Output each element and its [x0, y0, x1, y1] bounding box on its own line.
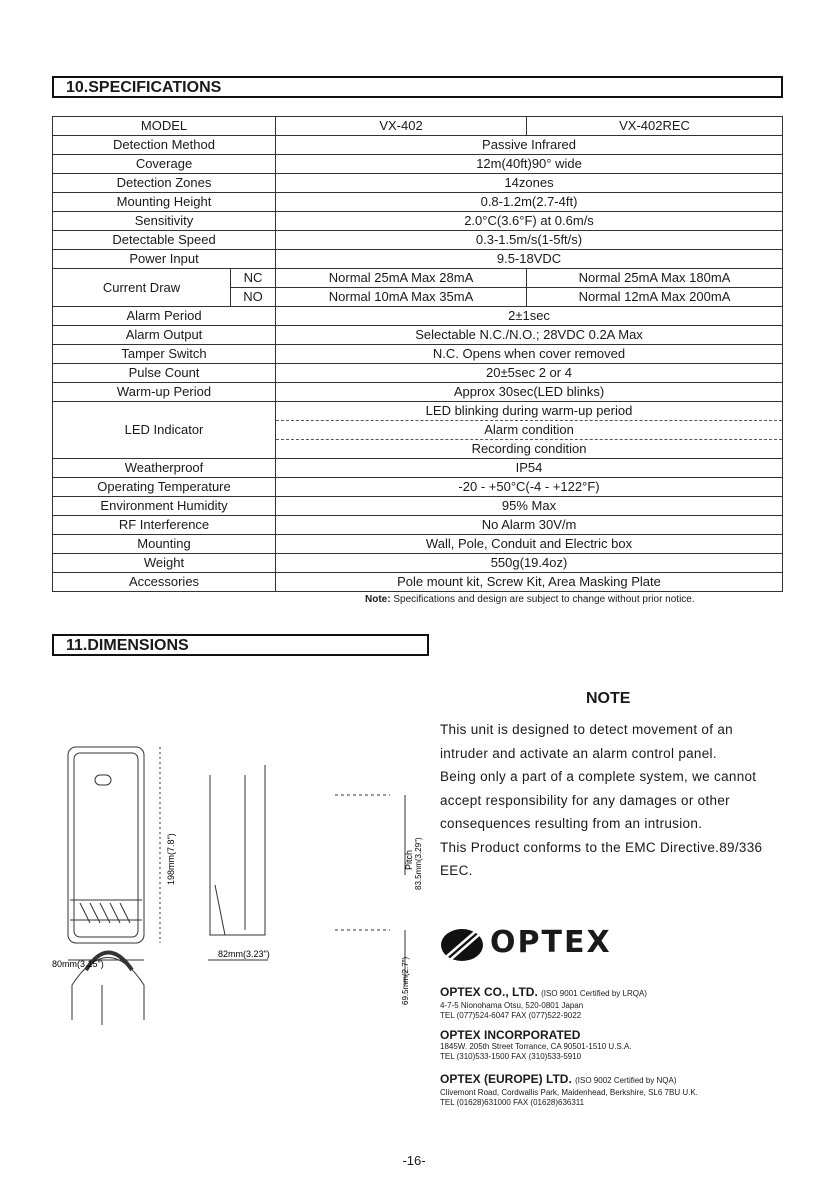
row-value: 95% Max [276, 497, 783, 516]
row-label: Alarm Period [53, 307, 276, 326]
note-title: NOTE [586, 690, 631, 707]
company-address: 4-7-5 Nionohama Otsu, 520-0801 Japan [440, 1001, 584, 1010]
row-value: 550g(19.4oz) [276, 554, 783, 573]
row-label: Weatherproof [53, 459, 276, 478]
row-label: Mounting Height [53, 193, 276, 212]
table-row [53, 117, 783, 136]
row-value: No Alarm 30V/m [276, 516, 783, 535]
no-value-a: Normal 10mA Max 35mA [276, 288, 527, 307]
table-row [53, 193, 783, 212]
note-paragraph: This Product conforms to the EMC Directive.89/336 EEC. [440, 839, 763, 878]
row-label: Power Input [53, 250, 276, 269]
table-row [53, 155, 783, 174]
row-value: 9.5-18VDC [276, 250, 783, 269]
nc-value-a: Normal 25mA Max 28mA [276, 269, 527, 288]
table-row [53, 516, 783, 535]
note-paragraph: Being only a part of a complete system, we cannot accept responsibility for any damages or other consequences resulting from an intrusion. [440, 769, 757, 831]
row-value: 0.3-1.5m/s(1-5ft/s) [276, 231, 783, 250]
company-cert: (ISO 9001 Certified by LRQA) [541, 989, 647, 998]
row-label: RF Interference [53, 516, 276, 535]
optex-logo [440, 925, 660, 965]
row-label: Detection Method [53, 136, 276, 155]
row-value: 2±1sec [276, 307, 783, 326]
table-row [53, 364, 783, 383]
current-draw-label: Current Draw [53, 269, 231, 307]
row-value: 12m(40ft)90° wide [276, 155, 783, 174]
row-value: Approx 30sec(LED blinks) [276, 383, 783, 402]
led-indicator-label: LED Indicator [53, 402, 276, 459]
row-label: Warm-up Period [53, 383, 276, 402]
side-view-body [210, 765, 265, 935]
company-phone: TEL (310)533-1500 FAX (310)533-5910 [440, 1052, 582, 1061]
table-row [53, 326, 783, 345]
row-value: N.C. Opens when cover removed [276, 345, 783, 364]
logo-text: OPTEX [490, 925, 612, 960]
table-row [53, 402, 783, 459]
row-label: Coverage [53, 155, 276, 174]
table-row [53, 307, 783, 326]
row-value: 20±5sec 2 or 4 [276, 364, 783, 383]
row-label: Tamper Switch [53, 345, 276, 364]
row-value: -20 - +50°C(-4 - +122°F) [276, 478, 783, 497]
table-row [53, 478, 783, 497]
company-address: Clivemont Road, Cordwallis Park, Maidenhead, Berkshire, SL6 7BU U.K. [440, 1088, 698, 1097]
logo-mark-icon [440, 927, 484, 963]
table-row [53, 345, 783, 364]
model-label: MODEL [53, 117, 276, 136]
width-dimension: 80mm(3.15") [52, 959, 104, 969]
no-label: NO [231, 288, 276, 307]
row-label: Detection Zones [53, 174, 276, 193]
table-row [53, 269, 783, 288]
company-name: OPTEX (EUROPE) LTD. [440, 1072, 572, 1086]
company-block [440, 985, 647, 1021]
row-label: Weight [53, 554, 276, 573]
table-row [53, 383, 783, 402]
page-number: -16- [402, 1153, 426, 1168]
spec-note-text: Specifications and design are subject to change without prior notice. [393, 594, 695, 605]
table-row [53, 212, 783, 231]
row-value: Wall, Pole, Conduit and Electric box [276, 535, 783, 554]
row-label: Sensitivity [53, 212, 276, 231]
company-name: OPTEX INCORPORATED [440, 1028, 581, 1042]
pitch-dimension: 83.5mm(3.29") [414, 837, 423, 890]
company-block [440, 1028, 632, 1062]
no-value-b: Normal 12mA Max 200mA [527, 288, 783, 307]
led-value-1: LED blinking during warm-up period [276, 402, 782, 421]
spec-note [365, 594, 695, 605]
model-b: VX-402REC [527, 117, 783, 136]
company-name: OPTEX CO., LTD. [440, 985, 538, 999]
table-row [53, 136, 783, 155]
row-value: 2.0°C(3.6°F) at 0.6m/s [276, 212, 783, 231]
table-row [53, 554, 783, 573]
row-label: Pulse Count [53, 364, 276, 383]
pitch-label: Pitch [404, 849, 414, 870]
table-row [53, 497, 783, 516]
depth-dimension: 82mm(3.23") [218, 949, 270, 959]
table-row [53, 535, 783, 554]
specifications-table [52, 116, 783, 592]
led-value-3: Recording condition [471, 441, 587, 456]
specifications-header [52, 76, 783, 98]
specifications-title: 10.SPECIFICATIONS [66, 79, 222, 96]
row-label: Alarm Output [53, 326, 276, 345]
front-view-body [68, 747, 144, 943]
note-paragraph: This unit is designed to detect movement of an intruder and activate an alarm control panel. [440, 722, 733, 761]
height-dimension: 198mm(7.8") [166, 833, 176, 885]
table-row [53, 459, 783, 478]
row-value: Passive Infrared [276, 136, 783, 155]
row-label: Mounting [53, 535, 276, 554]
table-row [53, 174, 783, 193]
company-cert: (ISO 9002 Certified by NQA) [575, 1076, 677, 1085]
led-value-2: Alarm condition [276, 421, 782, 440]
table-row [53, 573, 783, 592]
company-phone: TEL (077)524-6047 FAX (077)522-9022 [440, 1011, 582, 1020]
table-row [53, 231, 783, 250]
row-label: Accessories [53, 573, 276, 592]
company-address: 1845W. 205th Street Torrance, CA 90501-1510 U.S.A. [440, 1042, 632, 1051]
note-body [440, 718, 785, 883]
row-value: 14zones [276, 174, 783, 193]
nc-label: NC [231, 269, 276, 288]
row-value: IP54 [276, 459, 783, 478]
nc-value-b: Normal 25mA Max 180mA [527, 269, 783, 288]
row-value: Selectable N.C./N.O.; 28VDC 0.2A Max [276, 326, 783, 345]
row-label: Environment Humidity [53, 497, 276, 516]
led-window [95, 775, 111, 785]
row-value: Pole mount kit, Screw Kit, Area Masking Plate [276, 573, 783, 592]
company-phone: TEL (01628)631000 FAX (01628)636311 [440, 1098, 585, 1107]
row-value: 0.8-1.2m(2.7-4ft) [276, 193, 783, 212]
row-label: Operating Temperature [53, 478, 276, 497]
table-row [53, 250, 783, 269]
company-block [440, 1072, 698, 1108]
dimension-drawing [50, 735, 430, 1025]
model-a: VX-402 [276, 117, 527, 136]
bracket-dimension: 69.5mm(2.7") [401, 956, 410, 1005]
spec-note-prefix: Note: [365, 594, 391, 605]
row-label: Detectable Speed [53, 231, 276, 250]
led-indicator-values [276, 402, 783, 459]
dimensions-title: 11.DIMENSIONS [66, 637, 189, 654]
dimensions-header [52, 634, 429, 656]
